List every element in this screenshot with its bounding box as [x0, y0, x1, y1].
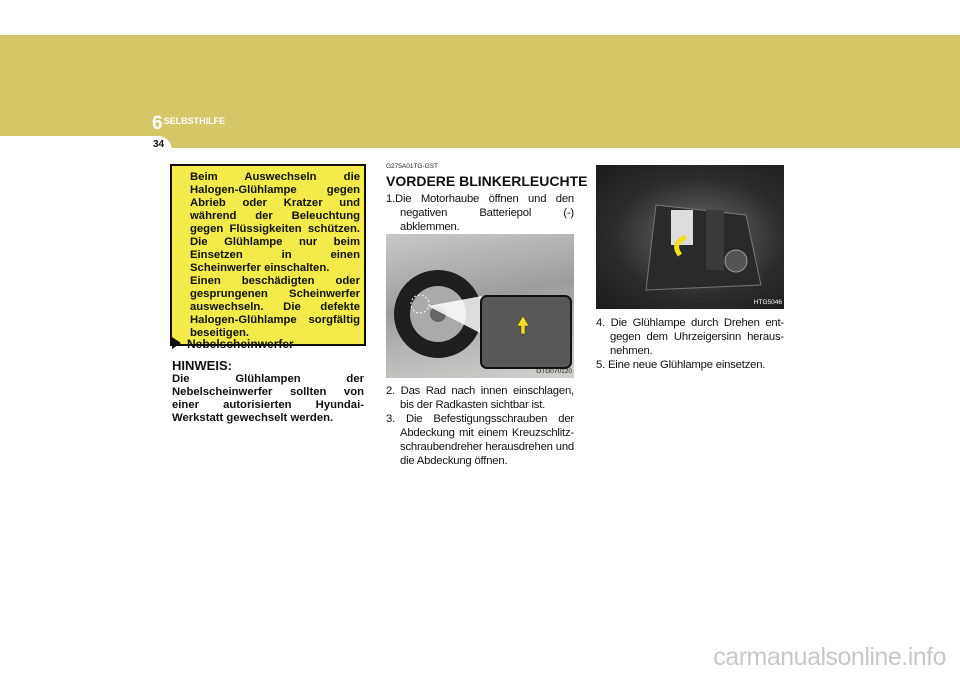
chapter-heading	[152, 110, 225, 136]
wheel-arch-photo	[386, 234, 574, 378]
step-text: 2. Das Rad nach innen einschlagen, bis der Radkasten sichtbar ist.	[386, 385, 574, 411]
fog-heading	[172, 337, 294, 351]
steps-2-3	[386, 384, 574, 468]
fog-heading-text: Nebelscheinwerfer	[187, 337, 294, 351]
step-text: 5. Eine neue Glühlampe einsetzen.	[596, 359, 766, 371]
car-illustration	[386, 234, 574, 378]
step-text: 4. Die Glühlampe durch Drehen ent-gegen dem Uhrzeigersinn heraus-nehmen.	[596, 317, 784, 357]
triangle-bullet-icon	[172, 337, 181, 349]
page-number: 34	[153, 139, 165, 150]
warning-text: Einen beschädigten oder gesprungenen Scheinwerfer auswechseln. Die defekte Halogen-Glühlampe sorgfältig beseitigen.	[190, 275, 360, 339]
image-code: HTG5046	[753, 299, 782, 306]
section-title: VORDERE BLINKERLEUCHTE	[386, 173, 588, 189]
step-text: 3. Die Befestigungsschrauben der Abdeckung mit einem Kreuzschlitz-schraubendreher herausdrehen und die Abdeckung öffnen.	[386, 413, 574, 467]
section-code: G275A01TG-GST	[386, 163, 439, 170]
chapter-title: SELBSTHILFE	[163, 116, 226, 126]
header-band	[0, 35, 960, 148]
bulb-illustration	[596, 165, 784, 309]
step-text: 1.Die Motorhaube öffnen und den negativen Batteriepol (-) abklemmen.	[386, 193, 574, 233]
image-code: OTG070120	[536, 368, 572, 375]
note-text: Die Glühlampen der Nebelscheinwerfer sollten von einer autorisierten Hyundai-Werkstatt gewechselt werden.	[172, 373, 364, 424]
note-label: HINWEIS:	[172, 358, 232, 373]
note	[172, 358, 364, 425]
chapter-number: 6	[152, 113, 163, 134]
steps-4-5	[596, 316, 784, 372]
watermark: carmanualsonline.info	[713, 643, 946, 671]
bulb-socket-photo	[596, 165, 784, 309]
warning-text: Beim Auswechseln die Halogen-Glühlampe gegen Abrieb oder Kratzer und während der Beleuchtung gegen Flüssigkeiten schützen. Die Glühlampe nur beim Einsetzen in einen Scheinwerfer einschalten.	[190, 171, 360, 274]
warning-box	[170, 164, 366, 346]
page-tab	[0, 136, 172, 150]
step-1	[386, 192, 574, 234]
